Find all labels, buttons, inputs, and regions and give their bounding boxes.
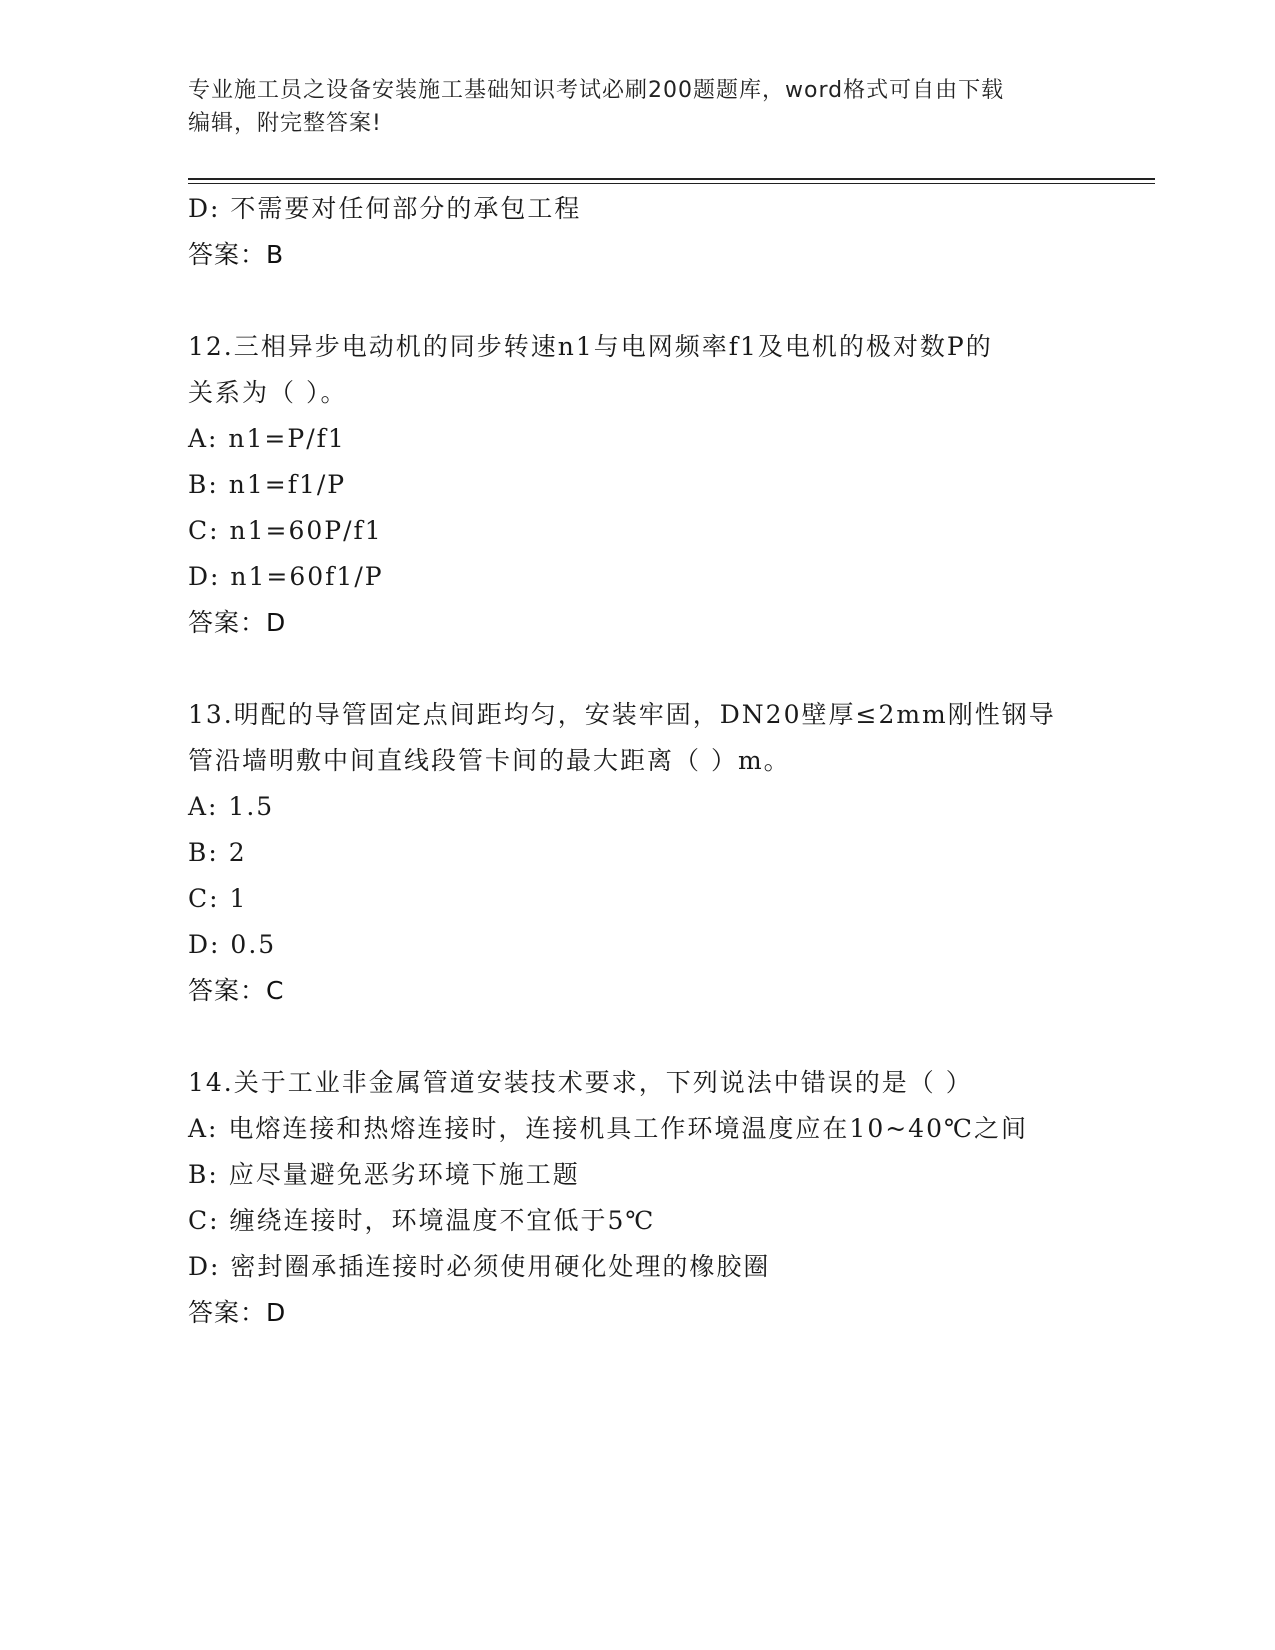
option-a: A: n1=P/f1 <box>188 424 346 453</box>
spacer <box>188 646 1088 692</box>
header-line-2: 编辑，附完整答案! <box>188 111 382 136</box>
header-divider-thick <box>188 178 1155 180</box>
answer-line: 答案：D <box>188 1298 287 1327</box>
answer-line: 答案：D <box>188 608 287 637</box>
header-divider-thin <box>188 183 1155 184</box>
spacer <box>188 278 1088 324</box>
option-d: D: 密封圈承插连接时必须使用硬化处理的橡胶圈 <box>188 1252 771 1281</box>
option-a: A: 电熔连接和热熔连接时，连接机具工作环境温度应在10~40℃之间 <box>188 1114 1028 1143</box>
option-d: D: n1=60f1/P <box>188 562 384 591</box>
question-stem-continued: 关系为（ ）。 <box>188 378 348 407</box>
answer-line: 答案：C <box>188 976 285 1005</box>
option-b: B: 2 <box>188 838 247 867</box>
option-c: C: 缠绕连接时，环境温度不宜低于5℃ <box>188 1206 656 1235</box>
option-b: B: 应尽量避免恶劣环境下施工题 <box>188 1160 580 1189</box>
question-stem: 13.明配的导管固定点间距均匀，安装牢固，DN20壁厚≤2mm刚性钢导 <box>188 700 1056 729</box>
option-c: C: 1 <box>188 884 248 913</box>
question-14 <box>188 1060 1088 1336</box>
question-13 <box>188 692 1088 1014</box>
question-list <box>188 186 1088 1336</box>
option-d: D: 0.5 <box>188 930 277 959</box>
option-b: B: n1=f1/P <box>188 470 347 499</box>
option-c: C: n1=60P/f1 <box>188 516 383 545</box>
option-d: D: 不需要对任何部分的承包工程 <box>188 194 582 223</box>
question-12 <box>188 324 1088 646</box>
question-stem-continued: 管沿墙明敷中间直线段管卡间的最大距离（ ）m。 <box>188 746 791 775</box>
option-a: A: 1.5 <box>188 792 275 821</box>
spacer <box>188 1014 1088 1060</box>
page-header <box>188 74 1088 140</box>
header-line-1: 专业施工员之设备安装施工基础知识考试必刷200题题库，word格式可自由下载 <box>188 78 1005 103</box>
question-stem: 12.三相异步电动机的同步转速n1与电网频率f1及电机的极对数P的 <box>188 332 993 361</box>
question-11-tail <box>188 186 1088 278</box>
answer-line: 答案：B <box>188 240 285 269</box>
question-stem: 14.关于工业非金属管道安装技术要求，下列说法中错误的是（ ） <box>188 1068 973 1097</box>
